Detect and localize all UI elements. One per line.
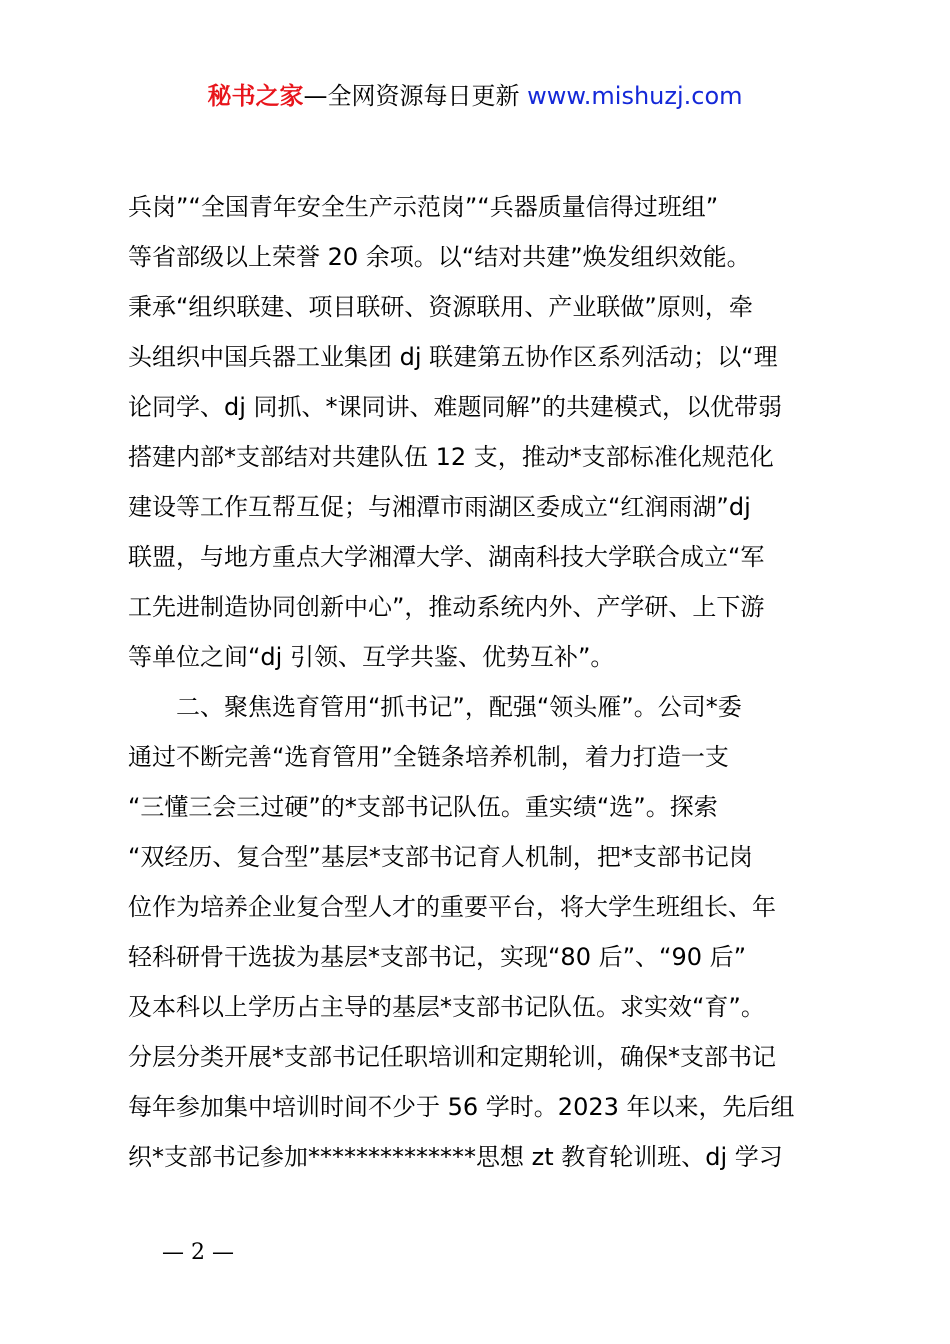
text-line: 头组织中国兵器工业集团 dj 联建第五协作区系列活动；以“理 bbox=[128, 343, 778, 371]
site-url-link[interactable]: www.mishuzj.com bbox=[527, 82, 743, 110]
text-line: 论同学、dj 同抓、*课同讲、难题同解”的共建模式，以优带弱 bbox=[128, 393, 782, 421]
brand-name: 秘书之家 bbox=[207, 82, 304, 110]
text-line: 建设等工作互帮互促；与湘潭市雨湖区委成立“红润雨湖”dj bbox=[128, 493, 751, 521]
text-line: 等省部级以上荣誉 20 余项。以“结对共建”焕发组织效能。 bbox=[128, 243, 751, 271]
text-line: “双经历、复合型”基层*支部书记育人机制，把*支部书记岗 bbox=[128, 843, 753, 871]
text-line: 搭建内部*支部结对共建队伍 12 支，推动*支部标准化规范化 bbox=[128, 443, 774, 471]
page-number: — 2 — bbox=[162, 1240, 234, 1265]
text-line: 位作为培养企业复合型人才的重要平台，将大学生班组长、年 bbox=[128, 893, 776, 921]
text-line: “三懂三会三过硬”的*支部书记队伍。重实绩“选”。探索 bbox=[128, 793, 718, 821]
text-line: 等单位之间“dj 引领、互学共鉴、优势互补”。 bbox=[128, 643, 615, 671]
text-line: 兵岗”“全国青年安全生产示范岗”“兵器质量信得过班组” bbox=[128, 193, 719, 221]
text-line: 织*支部书记参加**************思想 zt 教育轮训班、dj 学习 bbox=[128, 1143, 783, 1171]
section-heading-line: 二、聚焦选育管用“抓书记”，配强“领头雁”。公司*委 bbox=[176, 693, 742, 721]
text-line: 分层分类开展*支部书记任职培训和定期轮训，确保*支部书记 bbox=[128, 1043, 776, 1071]
text-line: 及本科以上学历占主导的基层*支部书记队伍。求实效“育”。 bbox=[128, 993, 765, 1021]
text-line: 工先进制造协同创新中心”，推动系统内外、产学研、上下游 bbox=[128, 593, 765, 621]
text-line: 联盟，与地方重点大学湘潭大学、湖南科技大学联合成立“军 bbox=[128, 543, 765, 571]
text-line: 秉承“组织联建、项目联研、资源联用、产业联做”原则，牵 bbox=[128, 293, 753, 321]
text-line: 轻科研骨干选拔为基层*支部书记，实现“80 后”、“90 后” bbox=[128, 943, 747, 971]
text-line: 通过不断完善“选育管用”全链条培养机制，着力打造一支 bbox=[128, 743, 729, 771]
document-body bbox=[128, 182, 838, 1182]
banner-tagline: —全网资源每日更新 bbox=[303, 82, 528, 110]
site-banner bbox=[0, 80, 950, 112]
text-line: 每年参加集中培训时间不少于 56 学时。2023 年以来，先后组 bbox=[128, 1093, 795, 1121]
